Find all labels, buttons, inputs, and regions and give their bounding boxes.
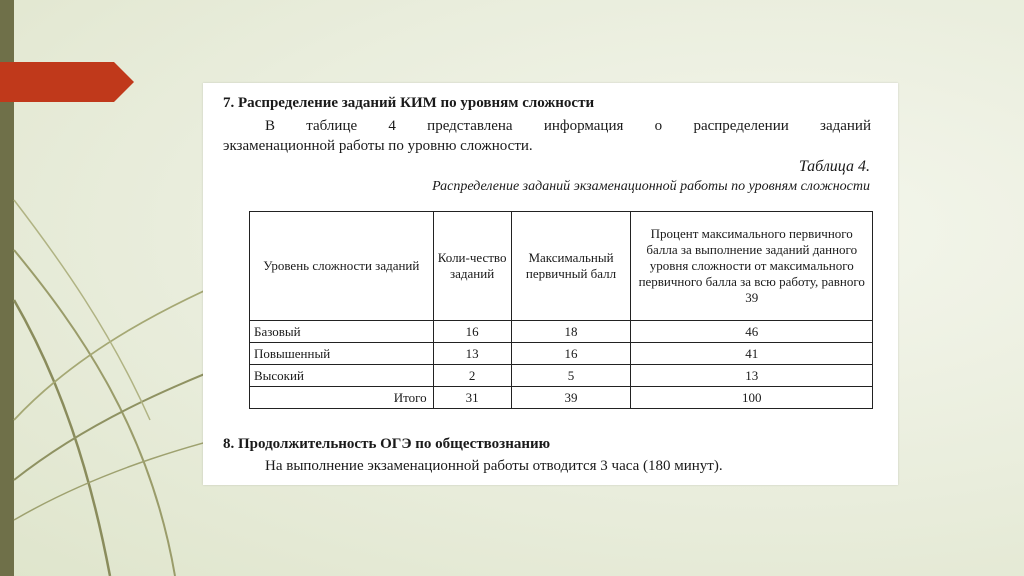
cell-percent: 46 xyxy=(631,321,873,343)
section7-title: 7. Распределение заданий КИМ по уровням сложности xyxy=(223,95,595,111)
table-row xyxy=(250,365,873,387)
cell-score: 18 xyxy=(511,321,631,343)
cell-score: 5 xyxy=(511,365,631,387)
section7-paragraph-line1: В таблице 4 представлена информация о распределении заданий xyxy=(265,118,871,134)
cell-percent: 100 xyxy=(631,387,873,409)
cell-count: 2 xyxy=(433,365,511,387)
cell-total-label: Итого xyxy=(250,387,434,409)
red-arrow-icon xyxy=(0,62,134,102)
cell-count: 13 xyxy=(433,343,511,365)
header-percent-of-max-score: Процент максимального первичного балла за выполнение заданий данного уровня сложности от максимального первичного балла за всю работу, равного 39 xyxy=(631,212,873,321)
table-caption: Распределение заданий экзаменационной работы по уровням сложности xyxy=(432,179,870,194)
cell-percent: 13 xyxy=(631,365,873,387)
cell-percent: 41 xyxy=(631,343,873,365)
difficulty-distribution-table xyxy=(249,211,873,409)
table-row xyxy=(250,343,873,365)
table-row xyxy=(250,321,873,343)
cell-count: 31 xyxy=(433,387,511,409)
cell-level: Повышенный xyxy=(250,343,434,365)
table-header-row xyxy=(250,212,873,321)
cell-level: Высокий xyxy=(250,365,434,387)
cell-level: Базовый xyxy=(250,321,434,343)
section7-paragraph-line2: экзаменационной работы по уровню сложности. xyxy=(223,138,533,154)
cell-score: 39 xyxy=(511,387,631,409)
table-label: Таблица 4. xyxy=(798,158,870,175)
table-total-row xyxy=(250,387,873,409)
section8-title: 8. Продолжительность ОГЭ по обществознанию xyxy=(223,436,551,452)
section8-text: На выполнение экзаменационной работы отводится 3 часа (180 минут). xyxy=(265,458,723,474)
header-task-count: Коли-чество заданий xyxy=(433,212,511,321)
cell-count: 16 xyxy=(433,321,511,343)
cell-score: 16 xyxy=(511,343,631,365)
document-page xyxy=(203,83,898,485)
header-max-primary-score: Максимальный первичный балл xyxy=(511,212,631,321)
header-difficulty-level: Уровень сложности заданий xyxy=(250,212,434,321)
